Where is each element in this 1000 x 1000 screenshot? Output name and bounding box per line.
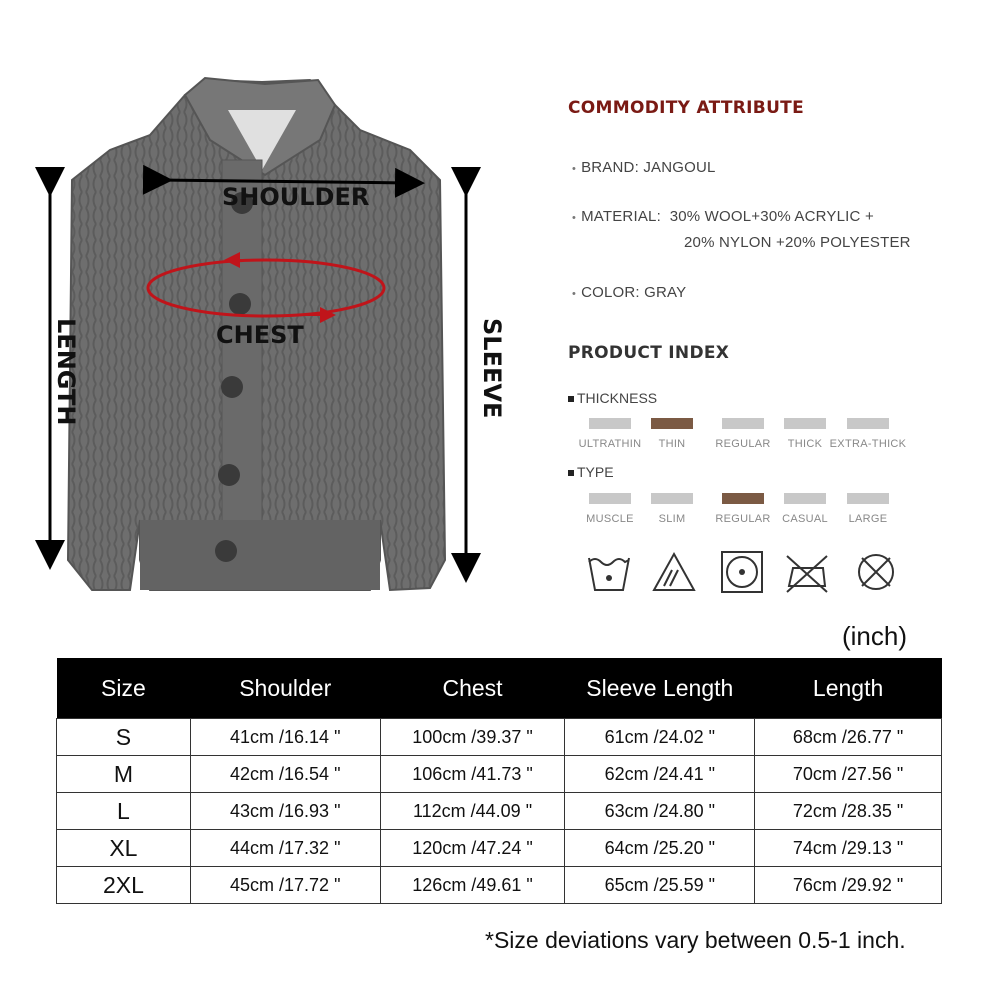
- table-cell: 63cm /24.80 ": [565, 793, 755, 830]
- table-cell: 2XL: [57, 867, 191, 904]
- color-attribute: • COLOR: GRAY: [572, 284, 687, 301]
- material-value-line1: 30% WOOL+30% ACRYLIC +: [669, 208, 874, 225]
- sleeve-label: SLEEVE: [478, 318, 506, 419]
- table-cell: M: [57, 756, 191, 793]
- table-cell: 62cm /24.41 ": [565, 756, 755, 793]
- thickness-option-label: REGULAR: [715, 438, 771, 450]
- type-option-bar: [784, 493, 826, 504]
- thickness-option: [632, 418, 712, 450]
- thickness-option-bar: [784, 418, 826, 429]
- thickness-option-bar: [589, 418, 631, 429]
- table-cell: 61cm /24.02 ": [565, 719, 755, 756]
- type-option-label: CASUAL: [782, 513, 828, 525]
- type-scale: [570, 493, 935, 533]
- table-cell: 41cm /16.14 ": [190, 719, 380, 756]
- material-attribute: • MATERIAL: 30% WOOL+30% ACRYLIC +: [572, 208, 874, 225]
- table-cell: 76cm /29.92 ": [755, 867, 942, 904]
- table-cell: 112cm /44.09 ": [380, 793, 565, 830]
- table-cell: S: [57, 719, 191, 756]
- table-cell: 74cm /29.13 ": [755, 830, 942, 867]
- color-value: GRAY: [644, 284, 687, 301]
- unit-note: (inch): [842, 621, 908, 651]
- product-index-title: PRODUCT INDEX: [568, 343, 730, 363]
- material-value-line2: 20% NYLON +20% POLYESTER: [684, 234, 911, 251]
- type-option-label: MUSCLE: [586, 513, 634, 525]
- table-cell: XL: [57, 830, 191, 867]
- brand-value: JANGOUL: [643, 159, 716, 176]
- table-cell: 70cm /27.56 ": [755, 756, 942, 793]
- table-cell: 45cm /17.72 ": [190, 867, 380, 904]
- table-row: [57, 867, 942, 904]
- type-option-label: LARGE: [848, 513, 888, 525]
- size-table: [56, 658, 942, 904]
- table-row: [57, 793, 942, 830]
- shoulder-label: SHOULDER: [222, 183, 370, 211]
- type-option-label: SLIM: [658, 513, 686, 525]
- cardigan-sweater-illustration: [0, 0, 540, 620]
- length-label: LENGTH: [52, 318, 80, 426]
- table-cell: 126cm /49.61 ": [380, 867, 565, 904]
- chest-label: CHEST: [216, 321, 304, 349]
- table-row: [57, 756, 942, 793]
- type-option-bar: [722, 493, 764, 504]
- material-label: MATERIAL:: [581, 208, 661, 225]
- table-cell: 100cm /39.37 ": [380, 719, 565, 756]
- table-cell: 42cm /16.54 ": [190, 756, 380, 793]
- table-cell: L: [57, 793, 191, 830]
- brand-attribute: • BRAND: JANGOUL: [572, 159, 716, 176]
- size-deviation-footnote: *Size deviations vary between 0.5-1 inch.: [485, 927, 906, 953]
- type-option-label: REGULAR: [715, 513, 771, 525]
- thickness-option-bar: [722, 418, 764, 429]
- table-cell: 44cm /17.32 ": [190, 830, 380, 867]
- thickness-option-label: THIN: [658, 438, 686, 450]
- header-shoulder: Shoulder: [190, 658, 380, 719]
- thickness-heading: [568, 390, 657, 406]
- table-cell: 68cm /26.77 ": [755, 719, 942, 756]
- thickness-scale: [570, 418, 935, 458]
- no-iron-icon: [783, 548, 831, 596]
- bleach-icon: [650, 548, 698, 596]
- color-label: COLOR:: [581, 284, 640, 301]
- type-heading: [568, 464, 614, 480]
- type-option-bar: [651, 493, 693, 504]
- brand-label: BRAND:: [581, 159, 639, 176]
- table-header-row: [57, 658, 942, 719]
- thickness-option-label: ULTRATHIN: [578, 438, 642, 450]
- header-size: Size: [57, 658, 191, 719]
- thickness-option: [828, 418, 908, 450]
- type-option: [828, 493, 908, 525]
- table-row: [57, 719, 942, 756]
- thickness-option-bar: [651, 418, 693, 429]
- table-cell: 43cm /16.93 ": [190, 793, 380, 830]
- commodity-attribute-title: COMMODITY ATTRIBUTE: [568, 98, 804, 118]
- table-cell: 72cm /28.35 ": [755, 793, 942, 830]
- table-cell: 120cm /47.24 ": [380, 830, 565, 867]
- thickness-label: THICKNESS: [577, 390, 658, 406]
- thickness-option-label: THICK: [787, 438, 823, 450]
- thickness-option-bar: [847, 418, 889, 429]
- table-cell: 106cm /41.73 ": [380, 756, 565, 793]
- type-option-bar: [589, 493, 631, 504]
- header-length: Length: [755, 658, 942, 719]
- tumble-dry-icon: [718, 548, 766, 596]
- header-chest: Chest: [380, 658, 565, 719]
- table-cell: 64cm /25.20 ": [565, 830, 755, 867]
- no-dry-clean-icon: [852, 548, 900, 596]
- table-cell: 65cm /25.59 ": [565, 867, 755, 904]
- header-sleeve-length: Sleeve Length: [565, 658, 755, 719]
- type-option: [632, 493, 712, 525]
- thickness-option-label: EXTRA-THICK: [829, 438, 907, 450]
- type-label: TYPE: [577, 464, 614, 480]
- wash-30-icon: [585, 548, 633, 596]
- table-row: [57, 830, 942, 867]
- type-option-bar: [847, 493, 889, 504]
